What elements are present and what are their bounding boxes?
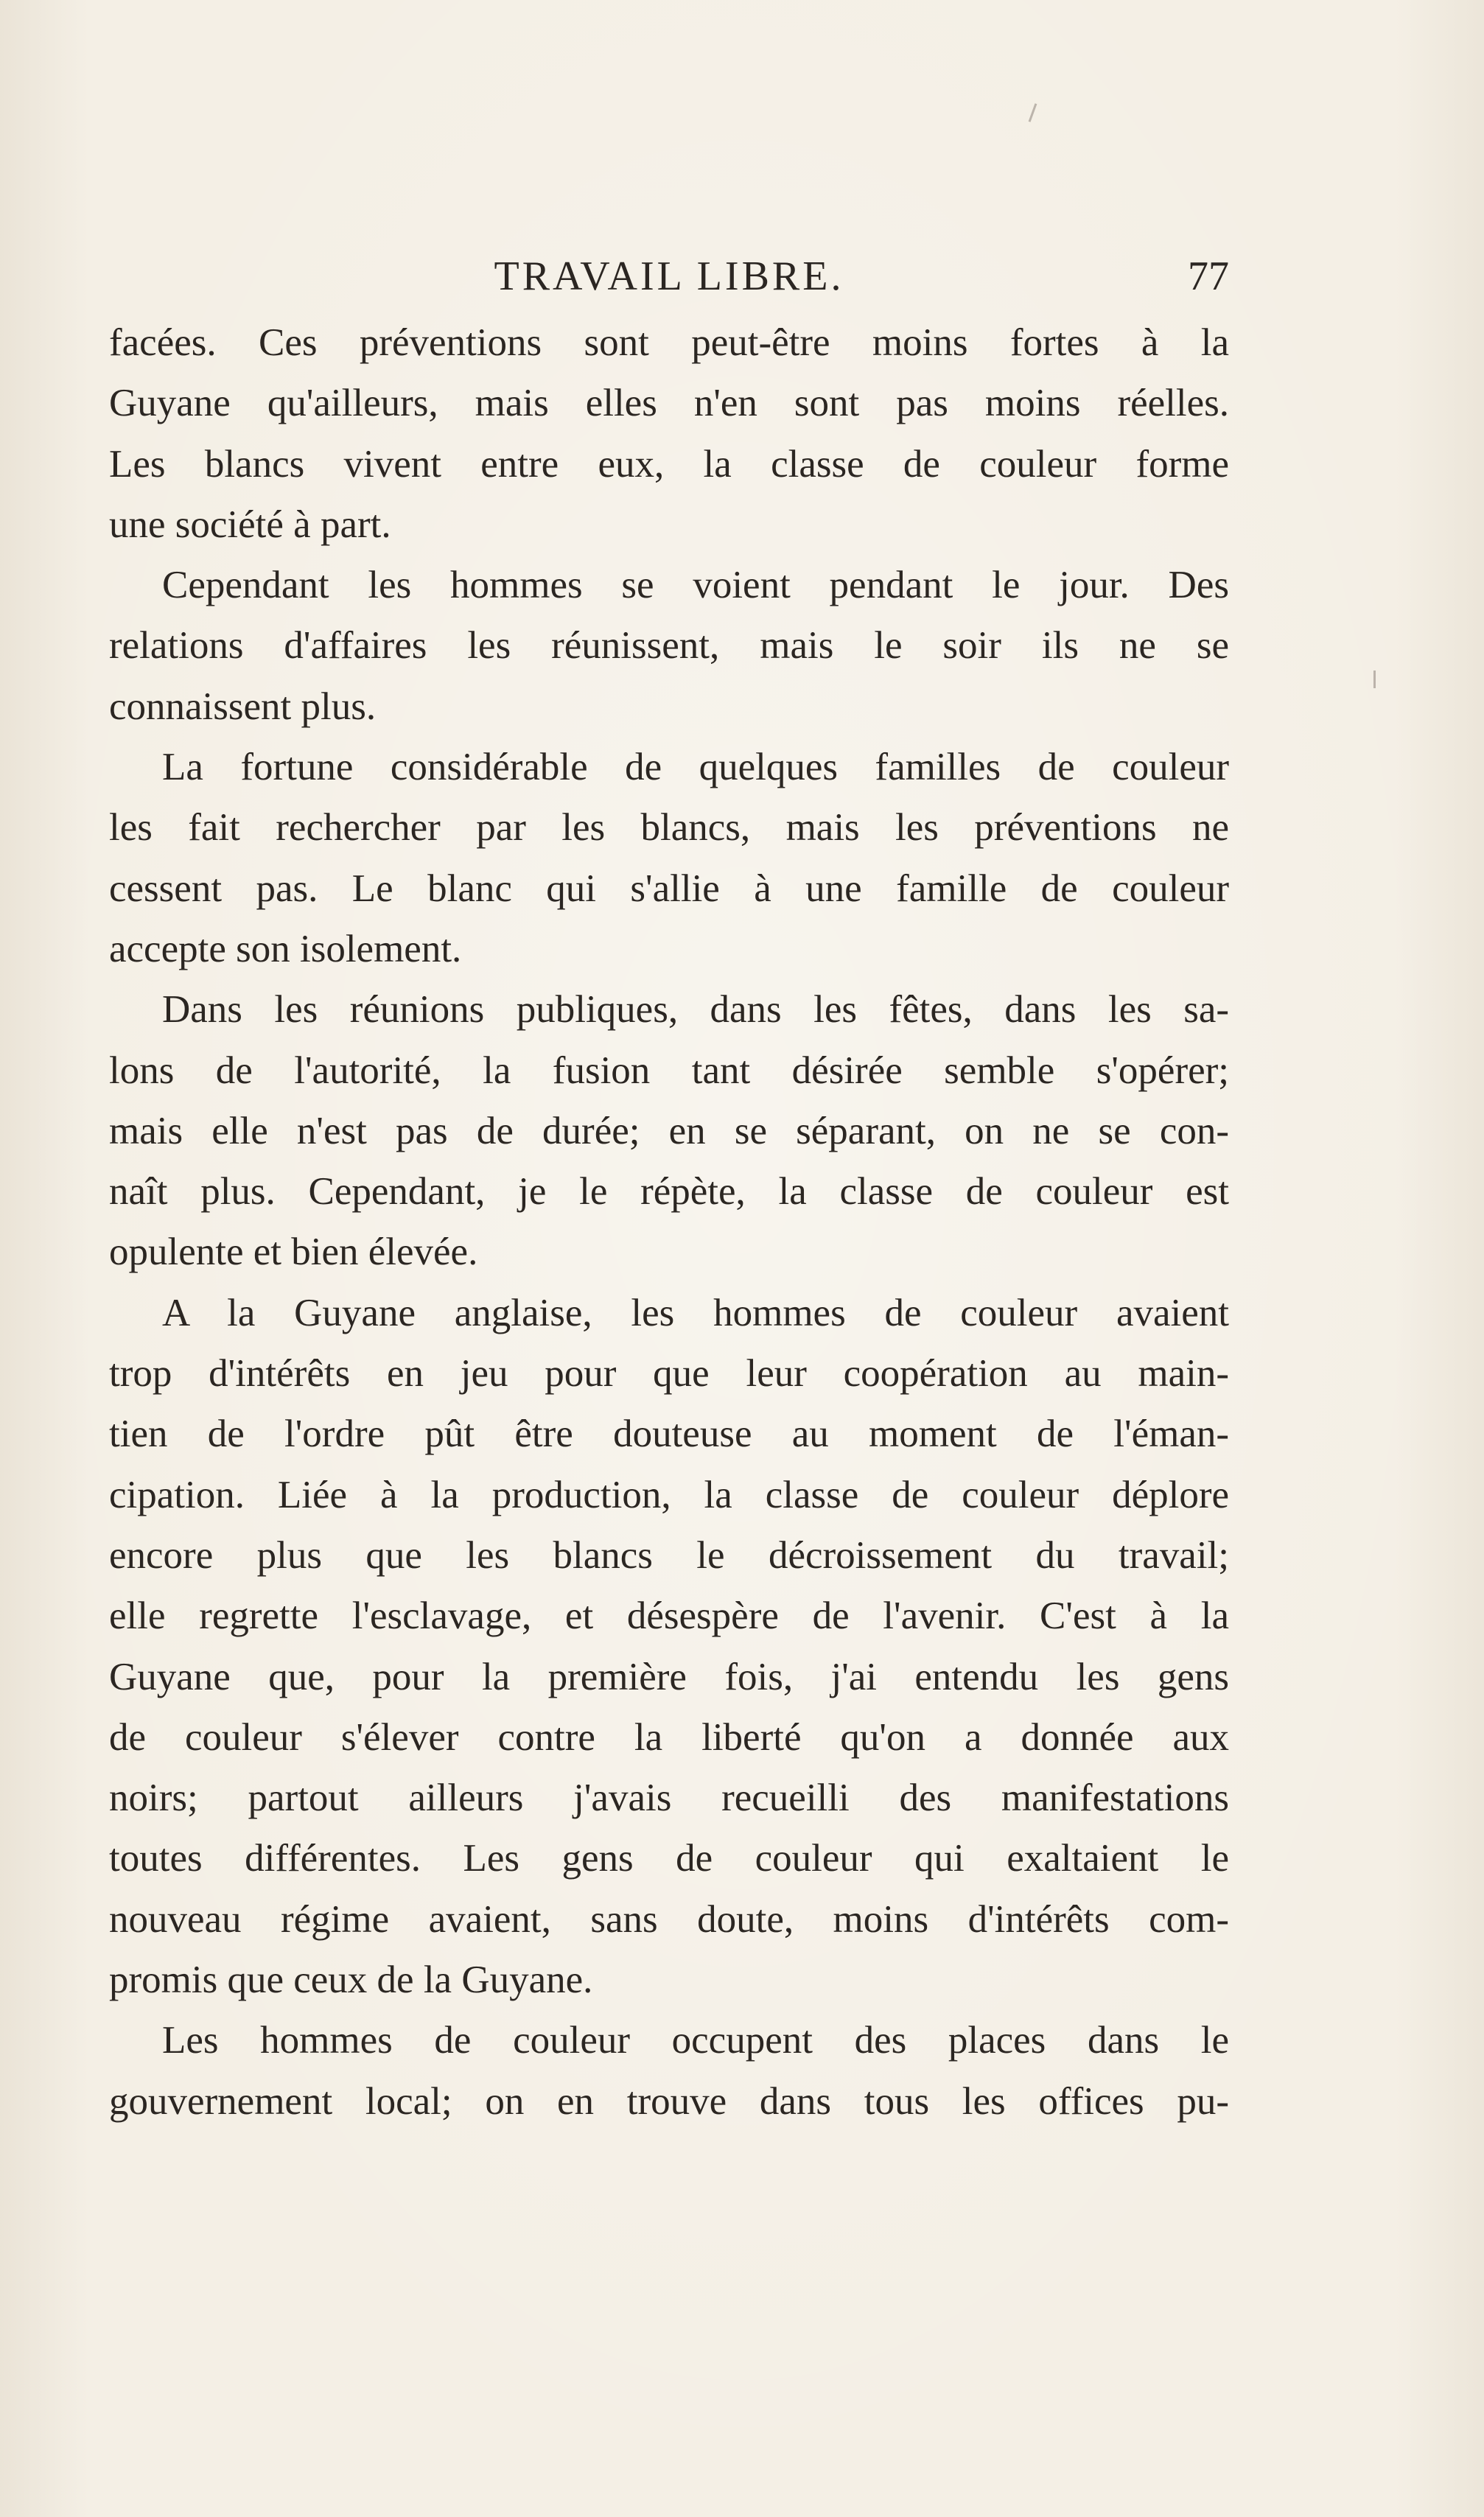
paper-mark (1029, 103, 1037, 122)
text-line: relations d'affaires les réunissent, mais le soir ils ne se (109, 624, 1229, 668)
text-line: trop d'intérêts en jeu pour que leur coopération au main- (109, 1352, 1229, 1396)
text-line: toutes différentes. Les gens de couleur qui exaltaient le (109, 1837, 1229, 1880)
text-line: elle regrette l'esclavage, et désespère de l'avenir. C'est à la (109, 1594, 1229, 1638)
paragraph (109, 555, 1229, 737)
text-line: encore plus que les blancs le décroissement du travail; (109, 1533, 1229, 1577)
text-line: A la Guyane anglaise, les hommes de couleur avaient (162, 1291, 1229, 1334)
text-line: Guyane que, pour la première fois, j'ai entendu les gens (109, 1655, 1229, 1698)
text-line: promis que ceux de la Guyane. (109, 1958, 593, 2002)
text-line: opulente et bien élevée. (109, 1231, 478, 1274)
paragraph (109, 737, 1229, 979)
text-line: cipation. Liée à la production, la classe de couleur déplore (109, 1473, 1229, 1516)
text-line: Dans les réunions publiques, dans les fêtes, dans les sa- (162, 988, 1229, 1032)
body-text (109, 312, 1229, 2132)
text-line: La fortune considérable de quelques familles de couleur (162, 746, 1229, 789)
text-line: noirs; partout ailleurs j'avais recueilli des manifestations (109, 1776, 1229, 1820)
text-line: une société à part. (109, 503, 391, 546)
text-line: facées. Ces préventions sont peut-être moins fortes à la (109, 321, 1229, 364)
paragraph (109, 2010, 1229, 2132)
text-line: nouveau régime avaient, sans doute, moins d'intérêts com- (109, 1897, 1229, 1941)
paragraph (109, 312, 1229, 555)
text-line: Guyane qu'ailleurs, mais elles n'en sont pas moins réelles. (109, 382, 1229, 425)
paper-mark (1373, 671, 1376, 688)
paragraph (109, 1283, 1229, 2011)
text-line: de couleur s'élever contre la liberté qu'on a donnée aux (109, 1715, 1229, 1759)
text-line: accepte son isolement. (109, 927, 462, 970)
text-line: Les hommes de couleur occupent des places dans le (162, 2019, 1229, 2062)
text-line: Les blancs vivent entre eux, la classe de couleur forme (109, 442, 1229, 486)
running-title: TRAVAIL LIBRE. (494, 253, 844, 299)
page-header (109, 247, 1229, 306)
paragraph (109, 979, 1229, 1282)
text-line: Cependant les hommes se voient pendant le jour. Des (162, 564, 1229, 607)
text-line: mais elle n'est pas de durée; en se séparant, on ne se con- (109, 1109, 1229, 1152)
text-line: cessent pas. Le blanc qui s'allie à une famille de couleur (109, 867, 1229, 910)
text-line: connaissent plus. (109, 685, 377, 728)
text-line: gouvernement local; on en trouve dans tous les offices pu- (109, 2079, 1229, 2123)
text-line: naît plus. Cependant, je le répète, la classe de couleur est (109, 1170, 1229, 1214)
text-line: les fait rechercher par les blancs, mais les préventions ne (109, 806, 1229, 850)
page-number: 77 (1188, 253, 1229, 299)
text-line: tien de l'ordre pût être douteuse au moment de l'éman- (109, 1412, 1229, 1456)
text-line: lons de l'autorité, la fusion tant désirée semble s'opérer; (109, 1049, 1229, 1092)
